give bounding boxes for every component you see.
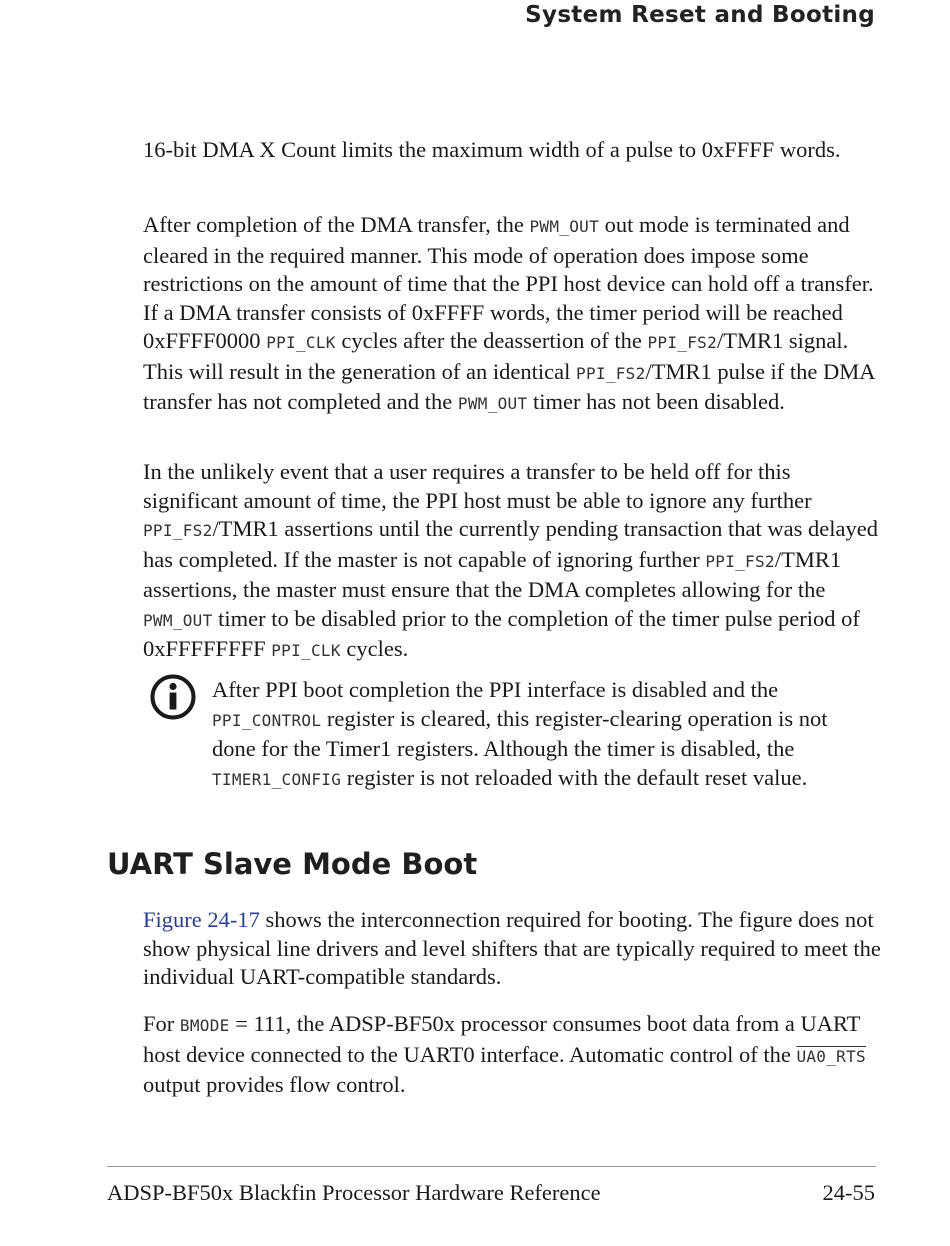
text-run: In the unlikely event that a user requires a transfer to be held off for this significant amount of time, the PPI host must be able to ignore any further [143,459,812,513]
register-name: PPI_FS2 [647,333,717,352]
section-heading: UART Slave Mode Boot [107,847,478,881]
text-run: cycles after the deassertion of the [335,328,648,353]
text-run: After PPI boot completion the PPI interface is disabled and the [212,677,779,702]
register-name: PPI_FS2 [576,363,646,383]
paragraph-dma-count: 16-bit DMA X Count limits the maximum width of a pulse to 0xFFFF words. [143,137,841,162]
info-icon [150,674,196,720]
register-name: PPI_FS2 [705,551,775,571]
signal-name: UA0_RTS [796,1046,866,1066]
register-name: PPI_FS2 [143,521,213,540]
text-run: cycles. [340,636,409,661]
text-run: /TMR1 assertions until the currently pending transaction that was delayed has completed. If the master is not capable of ignoring further [143,516,878,572]
text-run: /TMR1 signal. This will result in the generation of an identical [143,328,849,384]
footer-book-title: ADSP-BF50x Blackfin Processor Hardware Reference [107,1180,601,1205]
register-name: BMODE [179,1016,230,1035]
register-name: PPI_CONTROL [212,710,322,730]
text-run: output provides flow control. [143,1072,406,1097]
running-head-title: System Reset and Booting [525,2,875,28]
text-run: timer to be disabled prior to the completion of the timer pulse period of 0xFFFFFFFF [143,605,860,661]
register-name: PWM_OUT [143,610,213,630]
figure-link[interactable]: Figure 24-17 [143,907,260,932]
paragraph-bmode [143,1010,883,1100]
text-run: After completion of the DMA transfer, the [143,212,530,237]
text-run: register is not reloaded with the default reset value. [341,764,808,790]
register-name: TIMER1_CONFIG [212,769,342,789]
text-run: = 111, the ADSP-BF50x processor consumes boot data from a UART host device connected to the UART0 interface. Automatic control of the [143,1011,861,1067]
note-text [212,676,872,794]
text-run: shows the interconnection required for booting. The figure does not show physical line drivers and level shifters that are typically required to meet the individual UART-compatible standards. [143,907,881,989]
text-run: For [143,1011,180,1036]
register-name: PWM_OUT [529,217,600,236]
paragraph-figure-reference [143,906,883,992]
text-run: register is cleared, this register-clearing operation is not done for the Timer1 registers. Although the timer is disabled, the [212,705,828,761]
paragraph-dma-completion [143,211,883,419]
text-run: out mode is terminated and cleared in the required manner. This mode of operation does impose some restrictions on the amount of time that the PPI host device can hold off a transfer. If a DMA transfer consists of 0xFFFF words, the timer period will be reached 0xFFFF0000 [143,212,874,353]
text-run: /TMR1 pulse if the DMA transfer has not completed and the [143,358,875,414]
register-name: PPI_CLK [266,333,336,352]
text-run: /TMR1 assertions, the master must ensure that the DMA completes allowing for the [143,546,842,602]
page-number: 24-55 [822,1180,875,1205]
footer-divider [107,1166,876,1167]
register-name: PPI_CLK [271,641,341,660]
register-name: PWM_OUT [457,394,528,413]
text-run: timer has not been disabled. [527,389,785,414]
paragraph-hold-off [143,458,883,666]
